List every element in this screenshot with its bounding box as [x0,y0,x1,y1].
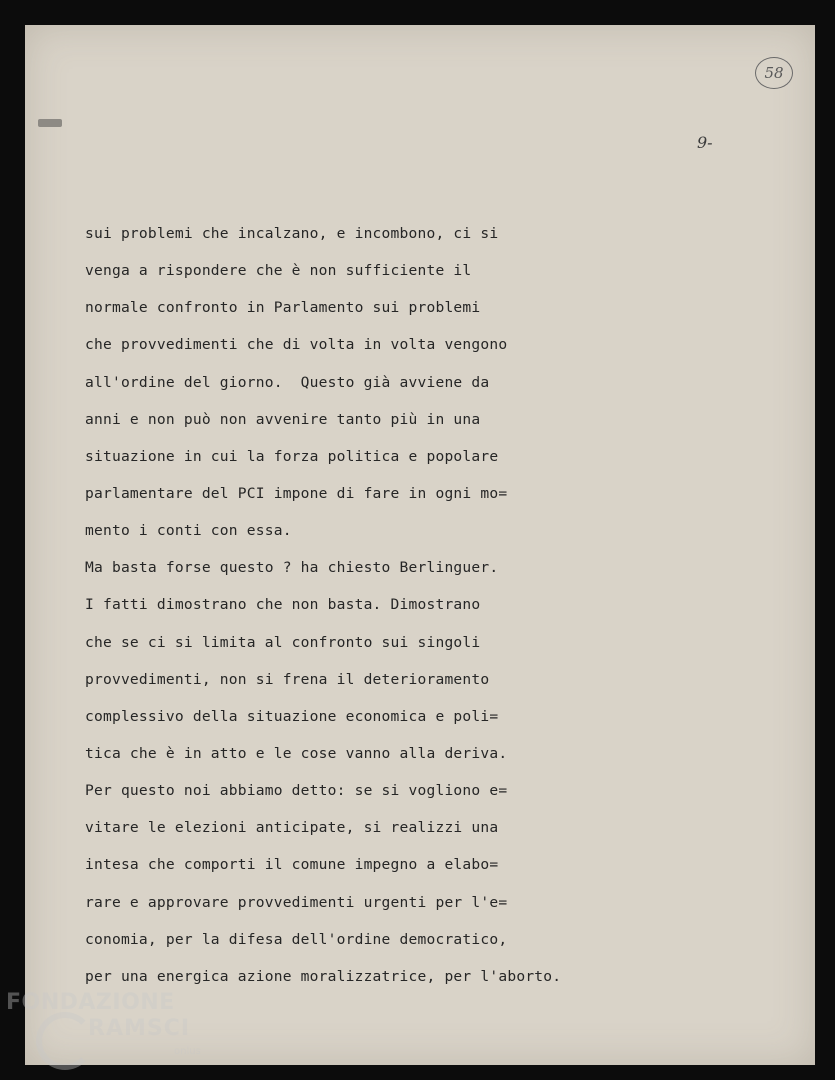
text-line: che provvedimenti che di volta in volta vengono [85,336,508,354]
watermark-g-logo-icon [36,1012,94,1070]
sheet-number: 9- [697,133,713,152]
text-line: Ma basta forse questo ? ha chiesto Berlinguer. [85,559,499,577]
text-line: che se ci si limita al confronto sui singoli [85,633,481,651]
text-line: conomia, per la difesa dell'ordine democratico, [85,930,508,948]
text-line: anni e non può non avvenire tanto più in una [85,410,481,428]
page-stamp: 58 [755,57,793,89]
watermark-line2: RAMSCI [88,1016,191,1041]
typewritten-text [85,221,561,1001]
text-line: tica che è in atto e le cose vanno alla deriva. [85,744,508,762]
text-line: complessivo della situazione economica e poli= [85,707,499,725]
document-page [25,25,815,1065]
watermark-line1: FONDAZIONE [6,990,175,1015]
text-line: all'ordine del giorno. Questo già avviene da [85,373,490,391]
text-line: parlamentare del PCI impone di fare in ogni mo= [85,484,508,502]
text-line: vitare le elezioni anticipate, si realizzi una [85,819,499,837]
text-line: per una energica azione moralizzatrice, per l'aborto. [85,967,562,985]
text-line: provvedimenti, non si frena il deterioramento [85,670,490,688]
ink-smudge [38,119,62,127]
text-line: sui problemi che incalzano, e incombono, ci si [85,225,499,242]
text-line: Per questo noi abbiamo detto: se si vogliono e= [85,782,508,800]
text-line: normale confronto in Parlamento sui problemi [85,299,481,317]
text-line: venga a rispondere che è non sufficiente il [85,262,472,280]
text-line: intesa che comporti il comune impegno a elabo= [85,856,499,874]
text-line: rare e approvare provvedimenti urgenti per l'e= [85,893,508,911]
fondazione-gramsci-watermark [6,990,216,1070]
text-line: mento i conti con essa. [85,522,292,540]
text-line: situazione in cui la forza politica e popolare [85,447,499,465]
watermark-line3: onlus [174,1046,201,1057]
text-line: I fatti dimostrano che non basta. Dimostrano [85,596,481,614]
